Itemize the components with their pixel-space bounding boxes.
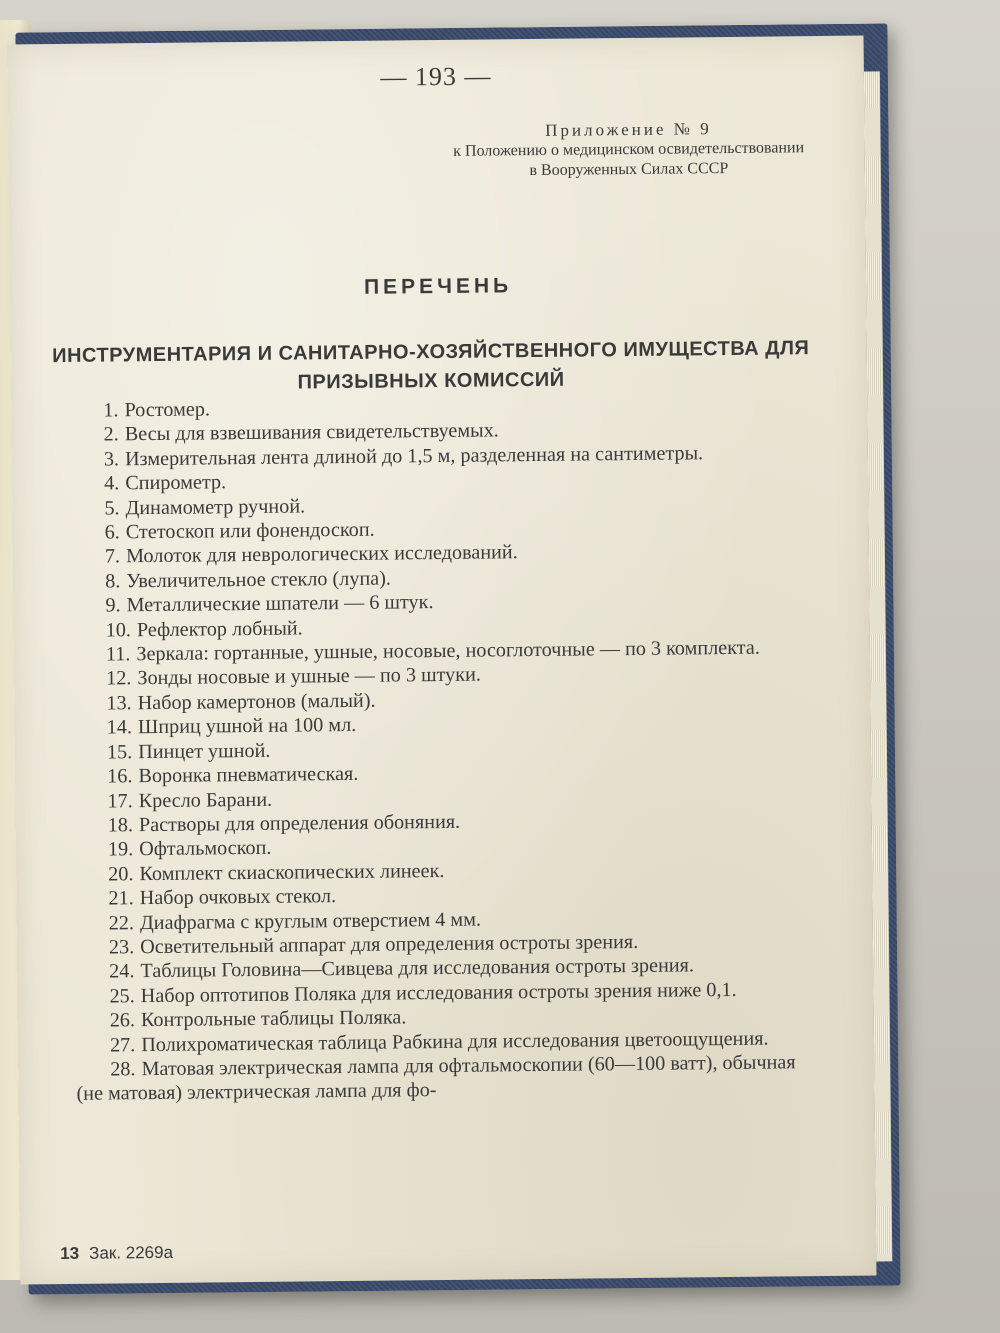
item-number: 23. bbox=[108, 936, 135, 959]
item-text: Растворы для определения обоняния. bbox=[138, 810, 461, 837]
appendix-number: Приложение № 9 bbox=[545, 119, 712, 140]
item-text: Измерительная лента длиной до 1,5 м, разделенная на сантиметры. bbox=[124, 442, 704, 471]
item-text: Комплект скиаскопических линеек. bbox=[139, 859, 445, 885]
item-number: 6. bbox=[104, 521, 120, 544]
item-text: Рефлектор лобный. bbox=[136, 617, 303, 641]
item-number: 5. bbox=[104, 496, 120, 520]
item-text: Воронка пневматическая. bbox=[138, 762, 359, 788]
appendix-text: к Положению о медицинском освидетельствовании в Вооруженных Силах СССР bbox=[453, 139, 805, 180]
item-number: 10. bbox=[105, 618, 132, 642]
item-number: 18. bbox=[107, 814, 134, 837]
item-number: 13. bbox=[106, 692, 132, 715]
order-number: Зак. 2269а bbox=[89, 1242, 174, 1263]
item-number: 24. bbox=[109, 960, 135, 983]
item-number: 17. bbox=[107, 789, 133, 813]
item-number: 27. bbox=[109, 1033, 136, 1057]
page-footer bbox=[60, 1243, 173, 1264]
item-text: Зонды носовые и ушные — по 3 штуки. bbox=[137, 664, 481, 690]
item-number: 15. bbox=[106, 740, 133, 764]
item-text: Набор оптотипов Поляка для исследования остроты зрения ниже 0,1. bbox=[140, 978, 737, 1007]
item-text: Офтальмоскоп. bbox=[139, 837, 272, 861]
item-text: Диафрагма с круглым отверстием 4 мм. bbox=[139, 908, 482, 934]
item-text: Кресло Барани. bbox=[138, 788, 273, 812]
item-number: 11. bbox=[105, 643, 131, 666]
item-number: 19. bbox=[107, 838, 134, 861]
book-page bbox=[8, 36, 877, 1285]
item-text: Матовая электрическая лампа для офтальмоскопии (60—100 ватт), обычная (не матовая) электрическая лампа для фо- bbox=[76, 1051, 796, 1106]
list-item bbox=[76, 1050, 806, 1106]
item-text: Зеркала: гортанные, ушные, носовые, носоглоточные — по 3 комплекта. bbox=[136, 636, 760, 666]
item-text: Набор камертонов (малый). bbox=[137, 689, 376, 715]
item-text: Молоток для неврологических исследований. bbox=[125, 541, 518, 568]
item-number: 25. bbox=[109, 984, 135, 1008]
item-text: Набор очковых стекол. bbox=[139, 885, 337, 910]
item-number: 21. bbox=[108, 887, 134, 910]
item-text: Осветительный аппарат для определения остроты зрения. bbox=[140, 930, 639, 959]
item-number: 20. bbox=[108, 862, 134, 886]
item-text: Таблицы Головина—Сивцева для исследования остроты зрения. bbox=[140, 954, 695, 983]
item-number: 3. bbox=[103, 448, 120, 471]
appendix-note bbox=[448, 118, 809, 182]
item-text: Пинцет ушной. bbox=[138, 739, 271, 763]
equipment-list bbox=[69, 391, 806, 1106]
item-number: 14. bbox=[106, 716, 133, 739]
item-number: 8. bbox=[105, 570, 121, 593]
item-text: Увеличительное стекло (лупа). bbox=[126, 567, 392, 593]
item-text: Ростомер. bbox=[124, 398, 211, 422]
item-number: 1. bbox=[103, 399, 119, 422]
item-number: 2. bbox=[103, 423, 119, 446]
document-title: ПЕРЕЧЕНЬ bbox=[363, 274, 513, 299]
item-number: 4. bbox=[104, 472, 120, 495]
item-text: Шприц ушной на 100 мл. bbox=[137, 714, 357, 739]
item-number: 12. bbox=[106, 667, 132, 690]
item-text: Полихроматическая таблица Рабкина для исследования цветоощущения. bbox=[141, 1027, 769, 1056]
item-number: 26. bbox=[109, 1009, 136, 1032]
item-number: 28. bbox=[110, 1058, 136, 1081]
item-number: 16. bbox=[107, 765, 133, 788]
page-number: — 193 — bbox=[380, 61, 492, 92]
item-text: Стетоскоп или фонендоскоп. bbox=[125, 518, 375, 544]
item-number: 9. bbox=[105, 594, 121, 617]
item-text: Динамометр ручной. bbox=[125, 495, 306, 519]
signature-mark: 13 bbox=[60, 1243, 80, 1264]
document-subtitle: ИНСТРУМЕНТАРИЯ И САНИТАРНО-ХОЗЯЙСТВЕННОГО ИМУЩЕСТВА ДЛЯ ПРИЗЫВНЫХ КОМИССИЙ bbox=[52, 337, 810, 394]
item-text: Контрольные таблицы Поляка. bbox=[140, 1006, 407, 1032]
item-text: Весы для взвешивания свидетельствуемых. bbox=[124, 419, 499, 446]
item-number: 22. bbox=[108, 911, 135, 935]
item-text: Металлические шпатели — 6 штук. bbox=[126, 591, 434, 617]
item-text: Спирометр. bbox=[125, 471, 227, 495]
item-number: 7. bbox=[104, 545, 121, 568]
